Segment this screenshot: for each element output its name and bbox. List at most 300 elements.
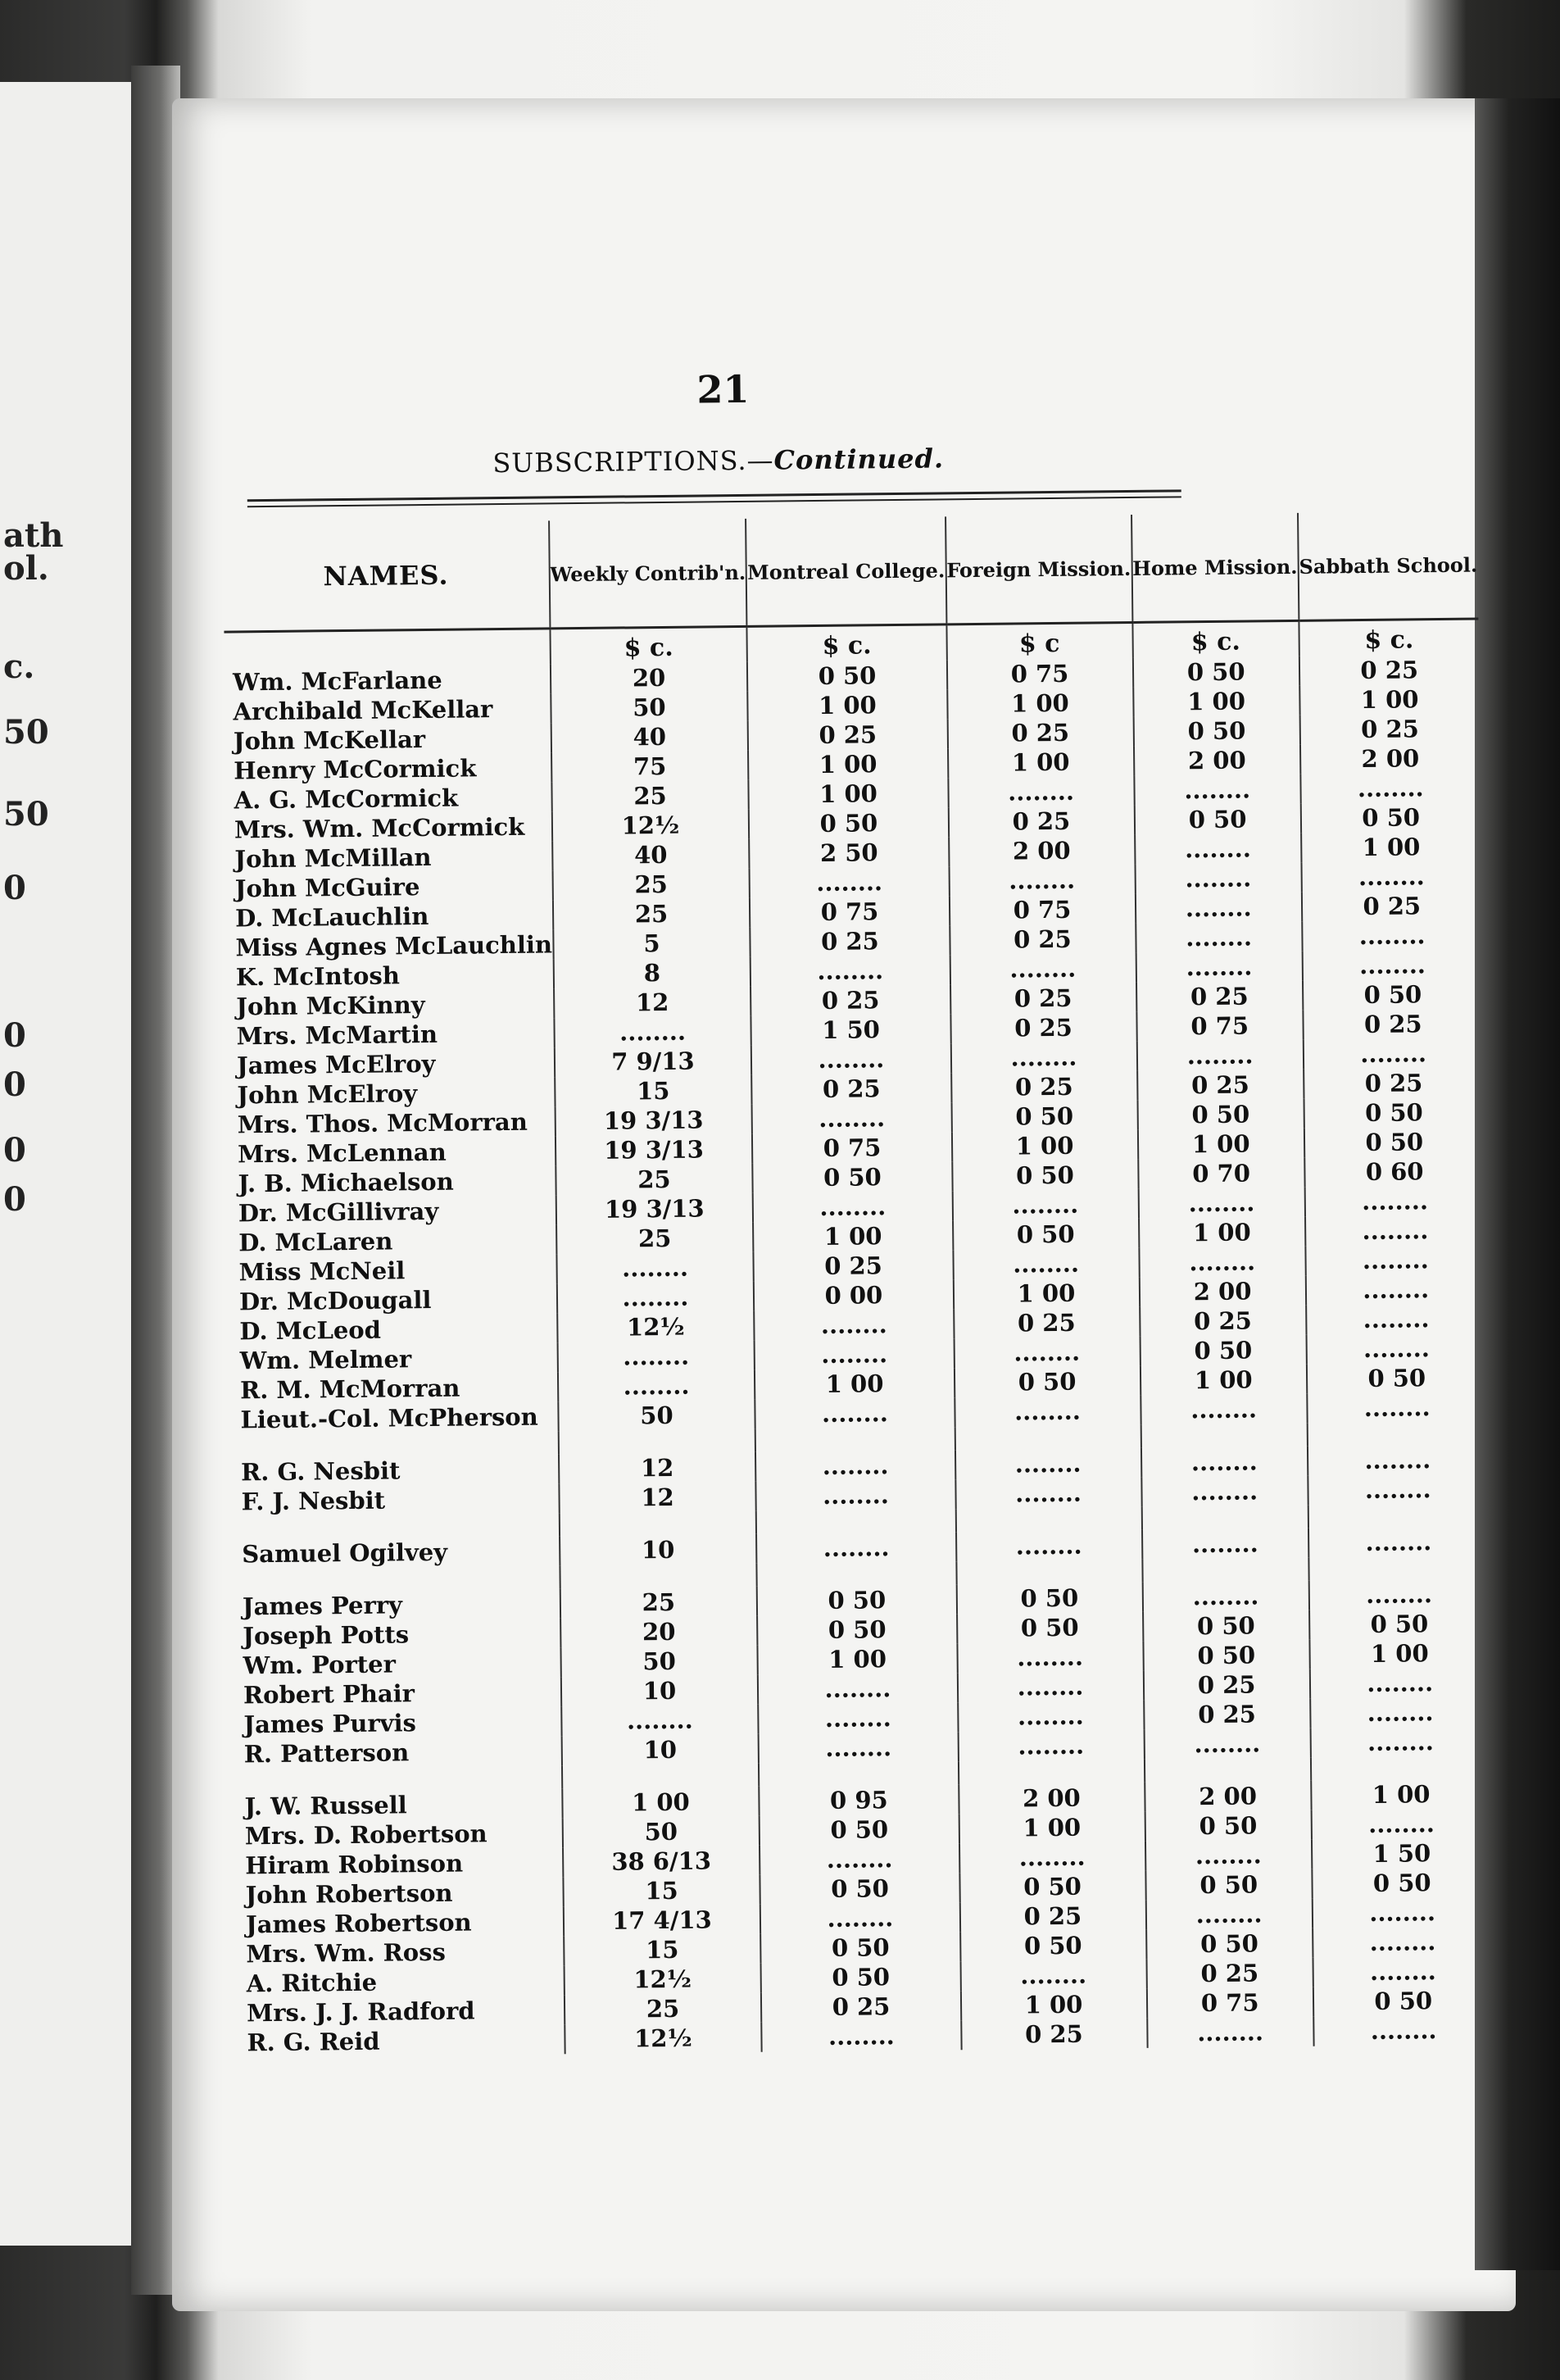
foreign-amount: ........: [948, 776, 1134, 807]
gap-cell: [560, 1564, 757, 1589]
montreal-amount: 1 00: [753, 1220, 952, 1252]
sabbath-amount: 0 50: [1304, 1127, 1484, 1158]
foreign-amount: 1 00: [951, 1130, 1137, 1161]
subscriber-name-cell: [231, 1283, 557, 1316]
subscriber-name-cell: [233, 1483, 559, 1516]
sabbath-amount: ........: [1307, 1392, 1486, 1423]
foreign-amount: 1 00: [947, 688, 1133, 719]
weekly-amount: 75: [551, 751, 749, 783]
montreal-amount: 1 00: [748, 748, 947, 780]
home-amount: 0 25: [1144, 1699, 1311, 1730]
home-amount: 0 70: [1138, 1158, 1305, 1189]
gap-cell: [956, 1560, 1142, 1584]
subscriber-name-cell: [230, 1195, 556, 1228]
montreal-amount: 0 25: [754, 1250, 953, 1282]
subscriber-name: Mrs. Wm. McCormick: [234, 812, 525, 844]
heading-title: SUBSCRIPTIONS.: [492, 444, 747, 479]
units-cell: $ c.: [747, 625, 947, 662]
montreal-amount: ........: [760, 1902, 959, 1934]
subscriber-name-cell: [231, 1313, 557, 1346]
foreign-amount: 0 25: [959, 1901, 1145, 1932]
sabbath-amount: 0 60: [1304, 1156, 1484, 1187]
weekly-amount: 25: [556, 1164, 753, 1196]
gap-cell: [955, 1507, 1141, 1532]
sabbath-amount: 1 00: [1299, 684, 1479, 715]
weekly-amount: 10: [561, 1734, 759, 1766]
foreign-amount: ........: [952, 1189, 1138, 1220]
sabbath-amount: 0 50: [1304, 1097, 1483, 1129]
subscriber-name: Miss McNeil: [238, 1256, 406, 1287]
montreal-amount: 0 50: [758, 1614, 957, 1646]
subscriber-name: John McKinny: [236, 991, 425, 1021]
column-header-foreign: Foreign Mission.: [946, 515, 1132, 625]
foreign-amount: 1 00: [959, 1812, 1145, 1843]
gap-cell: [1144, 1758, 1311, 1783]
sabbath-amount: 0 25: [1304, 1068, 1483, 1099]
gap-cell: [757, 1561, 956, 1587]
facing-page-text: 50: [3, 795, 49, 833]
units-cell: $ c.: [1132, 620, 1299, 658]
foreign-amount: 0 25: [951, 1071, 1137, 1102]
foreign-amount: ........: [950, 953, 1136, 984]
weekly-amount: 20: [550, 662, 747, 694]
montreal-amount: 1 00: [749, 778, 948, 810]
weekly-amount: 50: [558, 1400, 755, 1432]
facing-page-text: 0: [3, 1016, 26, 1055]
foreign-amount: 0 50: [952, 1160, 1138, 1191]
montreal-amount: 2 50: [750, 837, 949, 869]
foreign-amount: 0 50: [951, 1101, 1137, 1132]
montreal-amount: 0 00: [754, 1279, 953, 1311]
montreal-amount: 0 25: [761, 1991, 960, 2023]
montreal-amount: ........: [750, 866, 949, 898]
weekly-amount: 50: [562, 1816, 760, 1848]
montreal-amount: ........: [762, 2020, 961, 2052]
sabbath-amount: ........: [1311, 1808, 1490, 1839]
sabbath-amount: 0 50: [1313, 1985, 1493, 2016]
foreign-amount: ........: [955, 1478, 1141, 1509]
montreal-amount: ........: [756, 1479, 955, 1511]
foreign-amount: ........: [960, 1960, 1146, 1991]
subscriber-name-cell: [224, 693, 551, 726]
home-amount: 0 50: [1133, 715, 1300, 747]
subscriber-name: Henry McCormick: [234, 754, 477, 785]
subscriber-name-cell: [227, 900, 553, 933]
montreal-amount: 0 75: [752, 1132, 951, 1164]
subscriber-name: R. M. McMorran: [239, 1374, 460, 1405]
home-amount: 1 00: [1133, 686, 1300, 717]
montreal-amount: ........: [755, 1450, 955, 1482]
sabbath-amount: 0 50: [1303, 979, 1482, 1011]
gap-cell: [1141, 1506, 1308, 1530]
units-cell: $ c.: [550, 626, 747, 664]
montreal-amount: ........: [751, 1043, 950, 1075]
sabbath-amount: 0 50: [1312, 1867, 1491, 1898]
subscriber-name: Mrs. Thos. McMorran: [237, 1107, 528, 1139]
subscriber-name: Robert Phair: [243, 1679, 415, 1710]
sabbath-amount: ........: [1306, 1333, 1485, 1364]
subscriber-name-cell: [238, 1995, 565, 2028]
subscriber-name: J. B. Michaelson: [238, 1167, 454, 1198]
weekly-amount: 1 00: [562, 1787, 760, 1819]
sabbath-amount: ........: [1308, 1474, 1487, 1505]
subscriber-name-cell: [225, 782, 551, 815]
gap-cell: [234, 1513, 560, 1539]
sabbath-amount: ........: [1302, 920, 1481, 952]
sabbath-amount: 1 00: [1309, 1637, 1489, 1669]
column-header-weekly: Weekly Contrib'n.: [549, 519, 747, 629]
page-heading: [492, 443, 944, 479]
subscriber-name-cell: [229, 1106, 556, 1139]
montreal-amount: ........: [755, 1309, 954, 1341]
subscriber-name-cell: [238, 2024, 565, 2057]
montreal-amount: ........: [755, 1338, 954, 1370]
subscriber-name: Mrs. J. J. Radford: [246, 1996, 475, 2028]
montreal-amount: 0 75: [750, 896, 949, 928]
weekly-amount: 7 9/13: [554, 1046, 751, 1078]
facing-page-text: 50: [3, 713, 49, 752]
gap-cell: [958, 1760, 1144, 1784]
foreign-amount: 0 25: [947, 717, 1133, 748]
column-header-montreal: Montreal College.: [746, 516, 946, 626]
montreal-amount: 0 95: [760, 1784, 959, 1816]
montreal-amount: 0 25: [748, 719, 947, 751]
subscriber-name-cell: [229, 1136, 556, 1169]
subscriber-name-cell: [228, 1018, 554, 1051]
weekly-amount: ........: [554, 1016, 751, 1048]
sabbath-amount: ........: [1301, 861, 1481, 892]
home-amount: ........: [1145, 1899, 1313, 1930]
montreal-amount: 0 25: [752, 1073, 951, 1105]
page-number: 21: [696, 366, 750, 412]
units-cell: $ c.: [1299, 619, 1478, 656]
subscriber-name: Joseph Potts: [243, 1620, 410, 1651]
subscriber-name-cell: [232, 1401, 558, 1434]
home-amount: 1 00: [1137, 1129, 1304, 1160]
subscriber-name: D. McLauchlin: [234, 902, 429, 933]
foreign-amount: 0 25: [950, 1012, 1136, 1043]
montreal-amount: ........: [758, 1673, 957, 1705]
subscriber-name-cell: [230, 1254, 556, 1287]
subscriber-name-cell: [229, 1047, 555, 1080]
subscriber-name: A. G. McCormick: [234, 783, 459, 815]
home-amount: 1 00: [1139, 1217, 1306, 1248]
home-amount: ........: [1138, 1188, 1305, 1219]
sabbath-amount: ........: [1310, 1667, 1490, 1698]
foreign-amount: ........: [956, 1530, 1142, 1561]
subscriber-name-cell: [238, 1965, 565, 1998]
home-amount: ........: [1136, 952, 1303, 983]
montreal-amount: 0 25: [751, 925, 950, 957]
home-amount: 0 50: [1137, 1099, 1304, 1130]
weekly-amount: 25: [560, 1587, 757, 1619]
montreal-amount: 0 50: [760, 1873, 959, 1905]
subscriber-name-cell: [236, 1736, 562, 1769]
subscriber-name: Mrs. McLennan: [237, 1138, 447, 1169]
home-amount: 0 75: [1136, 1011, 1304, 1042]
weekly-amount: ........: [557, 1370, 755, 1402]
gap-cell: [1308, 1556, 1488, 1580]
subscriber-name-cell: [230, 1224, 556, 1257]
subscriber-name-cell: [238, 1906, 564, 1939]
home-amount: 0 25: [1146, 1958, 1313, 1989]
foreign-amount: 0 25: [948, 806, 1134, 837]
foreign-amount: ........: [954, 1337, 1140, 1368]
montreal-amount: ........: [753, 1191, 952, 1223]
sabbath-amount: ........: [1313, 1955, 1492, 1987]
subscriber-name: Wm. Porter: [243, 1650, 397, 1680]
home-amount: 0 75: [1146, 1987, 1313, 2019]
montreal-amount: 0 50: [761, 1961, 960, 1993]
gap-cell: [759, 1761, 958, 1787]
weekly-amount: 25: [556, 1223, 754, 1255]
units-cell-blank: [224, 629, 550, 668]
home-amount: ........: [1144, 1728, 1311, 1760]
weekly-amount: 5: [553, 928, 751, 960]
subscriber-name: Dr. McGillivray: [238, 1197, 439, 1228]
sabbath-amount: ........: [1305, 1244, 1485, 1275]
subscriber-name: J. W. Russell: [244, 1791, 407, 1821]
weekly-amount: 25: [564, 1993, 761, 2025]
subscriber-name-cell: [237, 1877, 563, 1910]
subscriber-name-cell: [238, 1936, 564, 1969]
subscriber-name-cell: [229, 1077, 555, 1110]
gap-cell: [955, 1425, 1141, 1450]
subscriber-name-cell: [232, 1372, 558, 1405]
subscriber-name: R. Patterson: [243, 1738, 410, 1769]
foreign-amount: 0 50: [956, 1583, 1142, 1614]
sabbath-amount: 0 50: [1307, 1362, 1486, 1393]
facing-page-text: ol.: [3, 549, 49, 588]
units-cell: $ c: [946, 622, 1132, 660]
subscriber-name: Archibald McKellar: [233, 695, 493, 726]
gap-cell: [755, 1427, 955, 1452]
subscriber-name: Samuel Ogilvey: [242, 1537, 448, 1569]
subscriber-name: A. Ritchie: [246, 1968, 378, 1998]
montreal-amount: 0 50: [753, 1161, 952, 1193]
sabbath-amount: ........: [1304, 1038, 1483, 1070]
home-amount: ........: [1145, 1840, 1312, 1871]
montreal-amount: ........: [759, 1702, 958, 1734]
home-amount: 0 50: [1143, 1640, 1310, 1671]
subscriber-name: Miss Agnes McLauchlin: [235, 930, 553, 962]
sabbath-amount: ........: [1306, 1274, 1485, 1305]
sabbath-amount: ........: [1310, 1696, 1490, 1728]
sabbath-amount: ........: [1310, 1726, 1490, 1757]
sabbath-amount: ........: [1308, 1444, 1487, 1475]
weekly-amount: 20: [560, 1616, 758, 1648]
foreign-amount: 0 25: [950, 924, 1136, 955]
sabbath-amount: 0 25: [1299, 714, 1479, 745]
foreign-amount: ........: [958, 1730, 1144, 1761]
home-amount: ........: [1135, 892, 1302, 924]
home-amount: ........: [1136, 1040, 1304, 1071]
home-amount: 2 00: [1133, 745, 1300, 776]
weekly-amount: 19 3/13: [556, 1193, 753, 1225]
weekly-amount: 19 3/13: [555, 1134, 752, 1166]
foreign-amount: 0 50: [959, 1871, 1145, 1902]
foreign-amount: 0 75: [946, 658, 1132, 689]
foreign-amount: 1 00: [948, 747, 1134, 778]
montreal-amount: 0 25: [751, 984, 950, 1016]
subscriber-name-cell: [225, 752, 551, 785]
column-header-sabbath: Sabbath School.: [1298, 511, 1478, 621]
subscriber-name: D. McLaren: [238, 1227, 393, 1257]
subscriber-name-cell: [234, 1588, 560, 1621]
foreign-amount: ........: [955, 1396, 1141, 1427]
home-amount: 0 25: [1137, 1070, 1304, 1101]
home-amount: ........: [1134, 774, 1301, 806]
montreal-amount: ........: [755, 1397, 955, 1429]
weekly-amount: 25: [552, 869, 750, 901]
weekly-amount: 12: [559, 1482, 756, 1514]
home-amount: 0 25: [1136, 981, 1304, 1012]
weekly-amount: 8: [553, 957, 751, 989]
weekly-amount: 15: [563, 1875, 760, 1907]
subscriber-name: John McMillan: [234, 843, 432, 874]
subscriber-name: Dr. McDougall: [238, 1285, 432, 1316]
foreign-amount: 0 25: [961, 2019, 1147, 2050]
foreign-amount: ........: [959, 1842, 1145, 1873]
weekly-amount: 40: [552, 839, 750, 871]
subscriber-name: Mrs. McMartin: [236, 1020, 438, 1051]
foreign-amount: 0 50: [960, 1930, 1146, 1961]
gap-cell: [236, 1765, 562, 1792]
weekly-amount: 12½: [565, 2023, 762, 2055]
subscriber-name-cell: [228, 988, 554, 1021]
subscriber-name-cell: [224, 664, 551, 697]
home-amount: 2 00: [1145, 1781, 1312, 1812]
sabbath-amount: ........: [1313, 1926, 1492, 1957]
sabbath-amount: 1 00: [1301, 832, 1481, 863]
gap-cell: [561, 1764, 759, 1789]
sabbath-amount: 0 25: [1299, 655, 1479, 686]
subscriber-name: R. G. Reid: [247, 2027, 380, 2057]
weekly-amount: 15: [555, 1075, 752, 1107]
subscriber-name-cell: [229, 1165, 556, 1198]
gap-cell: [1307, 1421, 1486, 1446]
weekly-amount: 40: [551, 721, 748, 753]
subscriber-name-cell: [227, 929, 553, 962]
montreal-amount: 0 50: [757, 1584, 956, 1616]
gap-cell: [1142, 1558, 1309, 1583]
weekly-amount: ........: [556, 1282, 754, 1314]
sabbath-amount: 0 25: [1303, 1009, 1482, 1040]
column-header-home: Home Mission.: [1131, 513, 1299, 623]
weekly-amount: 50: [551, 692, 748, 724]
weekly-amount: 38 6/13: [563, 1846, 760, 1878]
weekly-amount: ........: [561, 1705, 759, 1737]
home-amount: ........: [1141, 1394, 1308, 1425]
foreign-amount: ........: [955, 1448, 1141, 1479]
home-amount: ........: [1135, 863, 1302, 894]
subscriber-name-cell: [234, 1647, 560, 1680]
foreign-amount: 0 50: [953, 1219, 1139, 1250]
montreal-amount: 0 50: [761, 1932, 960, 1964]
foreign-amount: 2 00: [949, 835, 1135, 866]
gap-cell: [1308, 1503, 1488, 1528]
foreign-amount: ........: [957, 1671, 1143, 1702]
subscriber-name-cell: [228, 959, 554, 992]
weekly-amount: 15: [564, 1934, 761, 1966]
facing-page-fragment: [0, 82, 139, 2246]
subscriber-name: Lieut.-Col. McPherson: [240, 1402, 538, 1434]
sabbath-amount: 0 50: [1309, 1608, 1489, 1639]
weekly-amount: 12½: [557, 1311, 755, 1343]
column-header-names: NAMES.: [223, 520, 550, 632]
gap-cell: [234, 1565, 560, 1592]
sabbath-amount: ........: [1309, 1578, 1489, 1610]
sabbath-amount: 0 50: [1301, 802, 1481, 833]
foreign-amount: 0 50: [954, 1366, 1140, 1397]
subscriber-name: D. McLeod: [239, 1315, 382, 1346]
foreign-amount: ........: [950, 1042, 1136, 1073]
montreal-amount: 1 00: [758, 1643, 957, 1675]
subscriber-name: James Purvis: [243, 1709, 417, 1739]
subscriber-name: Wm. McFarlane: [232, 665, 442, 697]
home-amount: 0 25: [1140, 1306, 1307, 1337]
subscriber-name: John McElroy: [237, 1079, 418, 1110]
montreal-amount: ........: [752, 1102, 951, 1134]
montreal-amount: 0 50: [747, 660, 946, 692]
sabbath-amount: 1 00: [1311, 1778, 1490, 1810]
home-amount: 0 50: [1132, 656, 1299, 688]
subscriber-name-cell: [235, 1677, 561, 1710]
home-amount: 2 00: [1139, 1276, 1306, 1307]
foreign-amount: ........: [957, 1642, 1143, 1673]
facing-page-text: 0: [3, 869, 26, 907]
subscriber-name: John McKellar: [233, 724, 426, 756]
foreign-amount: 0 25: [950, 983, 1136, 1014]
facing-page-text: ath: [3, 516, 64, 555]
sabbath-amount: 2 00: [1300, 743, 1480, 774]
subscriber-name-cell: [235, 1706, 561, 1739]
subscriber-name: Wm. Melmer: [239, 1345, 412, 1375]
gap-cell: [1141, 1424, 1308, 1448]
facing-page-text: 0: [3, 1131, 26, 1170]
montreal-amount: ........: [760, 1843, 959, 1875]
subscriber-name: Mrs. Wm. Ross: [246, 1937, 446, 1969]
home-amount: 0 50: [1145, 1869, 1313, 1901]
subscriber-name-cell: [237, 1818, 563, 1851]
weekly-amount: 12: [554, 987, 751, 1019]
sabbath-amount: ........: [1313, 1896, 1492, 1928]
home-amount: 0 50: [1134, 804, 1301, 835]
weekly-amount: ........: [557, 1341, 755, 1373]
home-amount: ........: [1142, 1528, 1309, 1560]
subscriber-name-cell: [225, 723, 551, 756]
montreal-amount: 1 00: [748, 689, 947, 721]
subscriber-name: James Robertson: [245, 1908, 472, 1939]
subscriber-name: James Perry: [242, 1591, 403, 1621]
heading-continued: Continued.: [773, 443, 945, 476]
gap-cell: [756, 1509, 955, 1534]
table-header-row: [223, 511, 1478, 633]
foreign-amount: ........: [953, 1248, 1139, 1279]
home-amount: 0 50: [1146, 1928, 1313, 1960]
weekly-amount: 19 3/13: [555, 1105, 752, 1137]
weekly-amount: 12: [558, 1452, 755, 1484]
sabbath-amount: 0 25: [1302, 891, 1481, 922]
subscriber-name-cell: [226, 811, 552, 844]
home-amount: 0 25: [1143, 1669, 1310, 1701]
montreal-amount: ........: [756, 1532, 955, 1564]
subscriber-name: K. McIntosh: [235, 961, 401, 992]
foreign-amount: 2 00: [959, 1783, 1145, 1814]
home-amount: ........: [1141, 1447, 1308, 1478]
sabbath-amount: ........: [1305, 1215, 1485, 1246]
subscriber-name-cell: [236, 1788, 562, 1821]
